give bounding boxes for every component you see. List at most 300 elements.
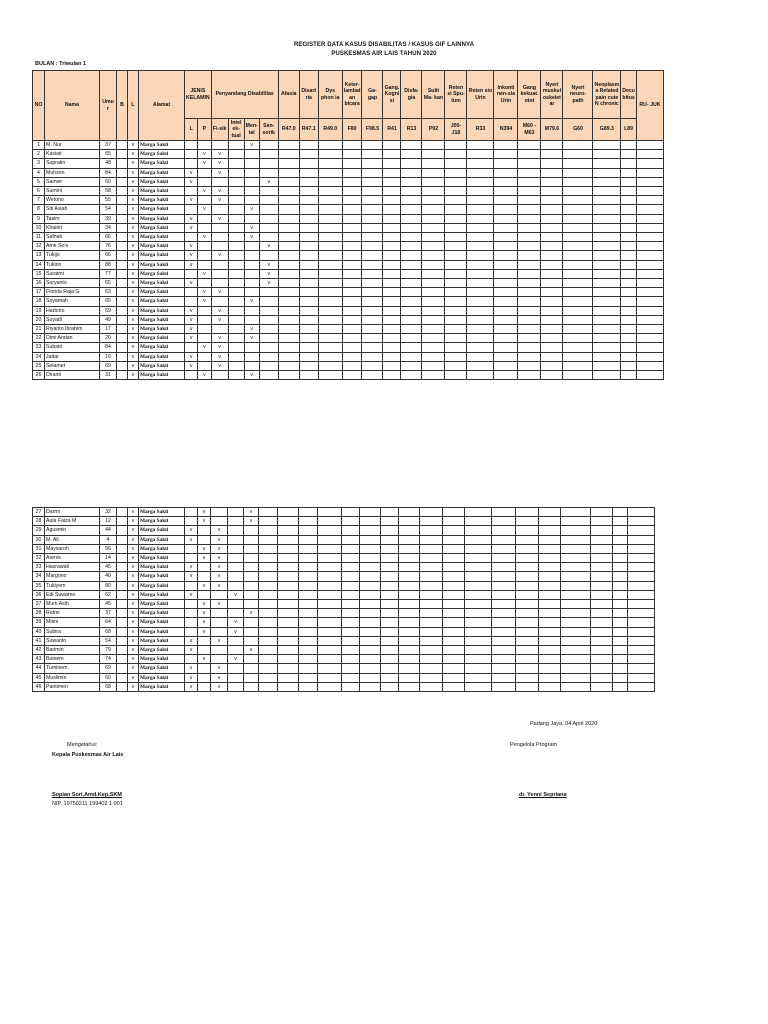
cell-l: v [128,325,139,334]
cell-b [117,159,128,168]
cell-nama: Tukijo [45,251,100,260]
col-header: Reten sio Urin [467,71,494,119]
cell-alamat: Marga Sakti [139,279,185,288]
cell-l: v [128,655,139,664]
cell-sensorik [259,627,278,636]
cell-sensorik [259,554,278,563]
cell-empty [467,251,494,260]
cell-empty [381,609,399,618]
cell-intelek [228,177,244,186]
cell-empty [636,168,663,177]
cell-empty [401,325,422,334]
cell-empty [381,673,399,682]
cell-empty [342,260,362,269]
cell-b [117,223,128,232]
cell-empty [422,343,445,352]
cell-empty [593,260,621,269]
cell-empty [299,581,318,590]
cell-empty [360,627,381,636]
cell-empty [613,664,628,673]
cell-empty [399,636,420,645]
cell-mental [244,187,259,196]
cell-empty [360,563,381,572]
cell-empty [278,572,299,581]
cell-fisik [211,517,228,526]
cell-jk_l: v [185,590,198,599]
cell-empty [278,325,299,334]
cell-mental [244,636,259,645]
cell-sensorik [259,526,278,535]
cell-empty [518,269,541,278]
cell-nama: Tasim [45,214,100,223]
cell-fisik [211,279,228,288]
cell-l: v [128,636,139,645]
cell-alamat: Marga Sakti [139,233,185,242]
cell-mental: v [244,325,259,334]
cell-empty [539,618,561,627]
cell-empty [613,581,628,590]
cell-empty [516,581,539,590]
cell-b [117,306,128,315]
cell-no: 46 [33,682,45,691]
cell-nama: Agusmin [45,526,100,535]
cell-empty [541,315,563,324]
cell-empty [561,572,591,581]
cell-empty [443,646,465,655]
cell-empty [467,288,494,297]
cell-empty [636,242,663,251]
cell-empty [516,554,539,563]
cell-empty [467,325,494,334]
cell-empty [561,517,591,526]
cell-nama: Muslimin [45,673,100,682]
cell-mental [244,352,259,361]
cell-empty [278,655,299,664]
cell-empty [299,673,318,682]
cell-empty [467,141,494,150]
cell-empty [399,609,420,618]
cell-empty [381,517,399,526]
cell-umur: 65 [100,150,117,159]
cell-empty [563,223,593,232]
table-row [33,600,655,609]
cell-empty [465,572,492,581]
cell-p [198,646,211,655]
cell-empty [360,508,381,517]
cell-empty [516,682,539,691]
cell-fisik: v [211,572,228,581]
cell-empty [399,581,420,590]
cell-empty [561,554,591,563]
cell-empty [420,572,443,581]
cell-mental [244,535,259,544]
cell-mental: v [244,508,259,517]
cell-empty [383,315,401,324]
cell-sensorik [259,306,278,315]
cell-fisik: v [211,150,228,159]
cell-fisik: v [211,159,228,168]
cell-l: v [128,196,139,205]
cell-empty [383,334,401,343]
cell-empty [422,361,445,370]
cell-empty [399,655,420,664]
cell-empty [299,141,318,150]
cell-empty [383,352,401,361]
cell-empty [299,590,318,599]
cell-empty [494,168,518,177]
cell-empty [636,334,663,343]
cell-empty [383,223,401,232]
table-row [33,297,664,306]
cell-empty [541,361,563,370]
cell-empty [278,526,299,535]
cell-l: v [128,352,139,361]
cell-empty [593,159,621,168]
cell-b [117,517,128,526]
table-row [33,517,655,526]
cell-alamat: Marga Sakti [139,177,185,186]
cell-jk_l: v [185,306,198,315]
cell-empty [318,636,342,645]
cell-p: v [198,371,211,380]
cell-empty [399,664,420,673]
cell-empty [399,544,420,553]
cell-sensorik [259,590,278,599]
cell-intelek [228,535,244,544]
cell-empty [636,233,663,242]
cell-empty [318,279,342,288]
cell-mental: v [244,609,259,618]
col-header: Dys phon ia [318,71,342,119]
table-row [33,306,664,315]
cell-empty [381,563,399,572]
cell-sensorik [259,673,278,682]
cell-empty [593,177,621,186]
cell-b [117,655,128,664]
cell-empty [465,600,492,609]
cell-empty [401,315,422,324]
cell-empty [516,618,539,627]
cell-empty [539,673,561,682]
cell-empty [278,554,299,563]
cell-sensorik [259,352,278,361]
cell-sensorik [259,636,278,645]
cell-empty [360,554,381,563]
cell-empty [467,150,494,159]
cell-p [198,572,211,581]
cell-empty [518,233,541,242]
cell-empty [443,590,465,599]
cell-empty [381,636,399,645]
table-row [33,196,664,205]
cell-alamat: Marga Sakti [139,655,185,664]
cell-intelek [228,251,244,260]
cell-empty [360,682,381,691]
register-table-part1 [32,70,664,380]
cell-empty [383,159,401,168]
cell-empty [278,279,299,288]
cell-l: v [128,315,139,324]
cell-b [117,251,128,260]
cell-fisik [211,233,228,242]
cell-empty [467,371,494,380]
cell-empty [278,288,299,297]
cell-empty [401,269,422,278]
cell-empty [362,297,383,306]
cell-empty [299,535,318,544]
cell-jk_l: v [185,242,198,251]
cell-empty [278,535,299,544]
cell-empty [299,187,318,196]
cell-intelek [228,150,244,159]
cell-empty [383,269,401,278]
cell-empty [628,655,655,664]
cell-empty [342,233,362,242]
cell-alamat: Marga Sakti [139,343,185,352]
cell-empty [399,590,420,599]
cell-empty [362,141,383,150]
cell-empty [516,508,539,517]
cell-empty [420,563,443,572]
cell-mental [244,563,259,572]
cell-empty [318,517,342,526]
cell-empty [401,371,422,380]
cell-p: v [198,618,211,627]
cell-fisik [211,177,228,186]
cell-fisik: v [211,334,228,343]
table-row [33,150,664,159]
cell-no: 15 [33,269,45,278]
cell-empty [636,260,663,269]
cell-empty [422,205,445,214]
cell-empty [342,517,360,526]
cell-empty [467,361,494,370]
cell-empty [443,682,465,691]
cell-alamat: Marga Sakti [139,517,185,526]
cell-empty [561,508,591,517]
cell-no: 6 [33,187,45,196]
cell-empty [318,554,342,563]
cell-intelek [228,214,244,223]
cell-empty [360,655,381,664]
cell-empty [342,288,362,297]
col-subheader: R47.1 [299,119,318,141]
table-row [33,352,664,361]
cell-empty [401,297,422,306]
cell-empty [539,655,561,664]
cell-nama: Barimin [45,646,100,655]
table-row [33,214,664,223]
cell-empty [613,609,628,618]
cell-intelek [228,682,244,691]
cell-alamat: Marga Sakti [139,352,185,361]
cell-sensorik: v [259,279,278,288]
cell-b [117,343,128,352]
cell-empty [422,297,445,306]
col-header: Afasia [278,71,299,119]
cell-alamat: Marga Sakti [139,508,185,517]
cell-mental [244,242,259,251]
cell-mental [244,269,259,278]
cell-empty [613,600,628,609]
col-header: Inkonti nen-sia Urin [494,71,518,119]
cell-empty [591,636,613,645]
cell-empty [445,205,467,214]
cell-sensorik [259,233,278,242]
cell-empty [299,325,318,334]
cell-empty [628,526,655,535]
cell-empty [278,673,299,682]
cell-empty [342,646,360,655]
cell-b [117,609,128,618]
cell-empty [621,251,637,260]
cell-fisik: v [211,535,228,544]
cell-empty [467,187,494,196]
cell-empty [362,352,383,361]
cell-empty [299,242,318,251]
cell-nama: Diranti [45,371,100,380]
cell-alamat: Marga Sakti [139,600,185,609]
cell-empty [299,636,318,645]
cell-nama: Tukiyem [45,581,100,590]
cell-fisik [211,297,228,306]
cell-empty [383,297,401,306]
cell-empty [342,223,362,232]
cell-empty [621,159,637,168]
cell-empty [494,159,518,168]
cell-no: 40 [33,627,45,636]
cell-empty [362,242,383,251]
cell-empty [278,371,299,380]
cell-no: 45 [33,673,45,682]
cell-empty [318,141,342,150]
cell-empty [541,343,563,352]
cell-jk_l [185,581,198,590]
cell-l: v [128,517,139,526]
cell-jk_l [185,517,198,526]
cell-empty [591,646,613,655]
cell-empty [318,242,342,251]
cell-empty [445,352,467,361]
cell-empty [563,251,593,260]
cell-fisik [211,508,228,517]
cell-no: 27 [33,508,45,517]
cell-no: 17 [33,288,45,297]
cell-empty [299,544,318,553]
cell-empty [563,233,593,242]
cell-nama: M. Ali [45,535,100,544]
cell-jk_l [185,554,198,563]
cell-nama: Suyadi [45,315,100,324]
cell-p [198,306,211,315]
cell-umur: 58 [100,187,117,196]
cell-empty [541,297,563,306]
cell-empty [465,554,492,563]
cell-empty [593,168,621,177]
cell-empty [613,627,628,636]
cell-b [117,168,128,177]
cell-empty [593,343,621,352]
cell-empty [541,233,563,242]
cell-nama: Selamet [45,361,100,370]
cell-empty [628,581,655,590]
cell-empty [541,223,563,232]
cell-empty [383,187,401,196]
cell-empty [278,306,299,315]
cell-empty [628,535,655,544]
cell-empty [591,627,613,636]
cell-nama: Siti Asiah [45,205,100,214]
table-row [33,646,655,655]
cell-p [198,361,211,370]
cell-empty [422,260,445,269]
cell-empty [299,168,318,177]
cell-b [117,214,128,223]
cell-p: v [198,544,211,553]
cell-empty [465,517,492,526]
table-row [33,343,664,352]
cell-empty [494,279,518,288]
cell-empty [518,352,541,361]
cell-empty [420,535,443,544]
cell-empty [621,334,637,343]
cell-mental: v [244,517,259,526]
cell-empty [381,535,399,544]
cell-empty [278,196,299,205]
cell-empty [299,554,318,563]
cell-empty [299,609,318,618]
cell-empty [465,673,492,682]
cell-empty [422,251,445,260]
cell-fisik: v [211,664,228,673]
cell-b [117,572,128,581]
cell-intelek [228,609,244,618]
cell-l: v [128,168,139,177]
cell-sensorik: v [259,260,278,269]
cell-empty [467,233,494,242]
cell-p [198,196,211,205]
col-subheader: Intel ek- tual [228,119,244,141]
cell-mental [244,554,259,563]
cell-intelek [228,269,244,278]
col-header: Nyeri neuro- path [563,71,593,119]
cell-p [198,260,211,269]
table-row [33,572,655,581]
cell-b [117,636,128,645]
cell-empty [278,646,299,655]
cell-no: 14 [33,260,45,269]
cell-empty [563,325,593,334]
cell-empty [516,526,539,535]
cell-intelek [228,343,244,352]
cell-empty [422,371,445,380]
cell-empty [401,196,422,205]
cell-l: v [128,306,139,315]
cell-empty [278,242,299,251]
cell-jk_l: v [185,682,198,691]
cell-l: v [128,618,139,627]
table-row [33,526,655,535]
cell-no: 23 [33,343,45,352]
cell-b [117,260,128,269]
cell-empty [492,664,516,673]
cell-empty [541,306,563,315]
cell-jk_l [185,205,198,214]
cell-b [117,242,128,251]
cell-no: 41 [33,636,45,645]
cell-empty [518,196,541,205]
cell-empty [381,581,399,590]
